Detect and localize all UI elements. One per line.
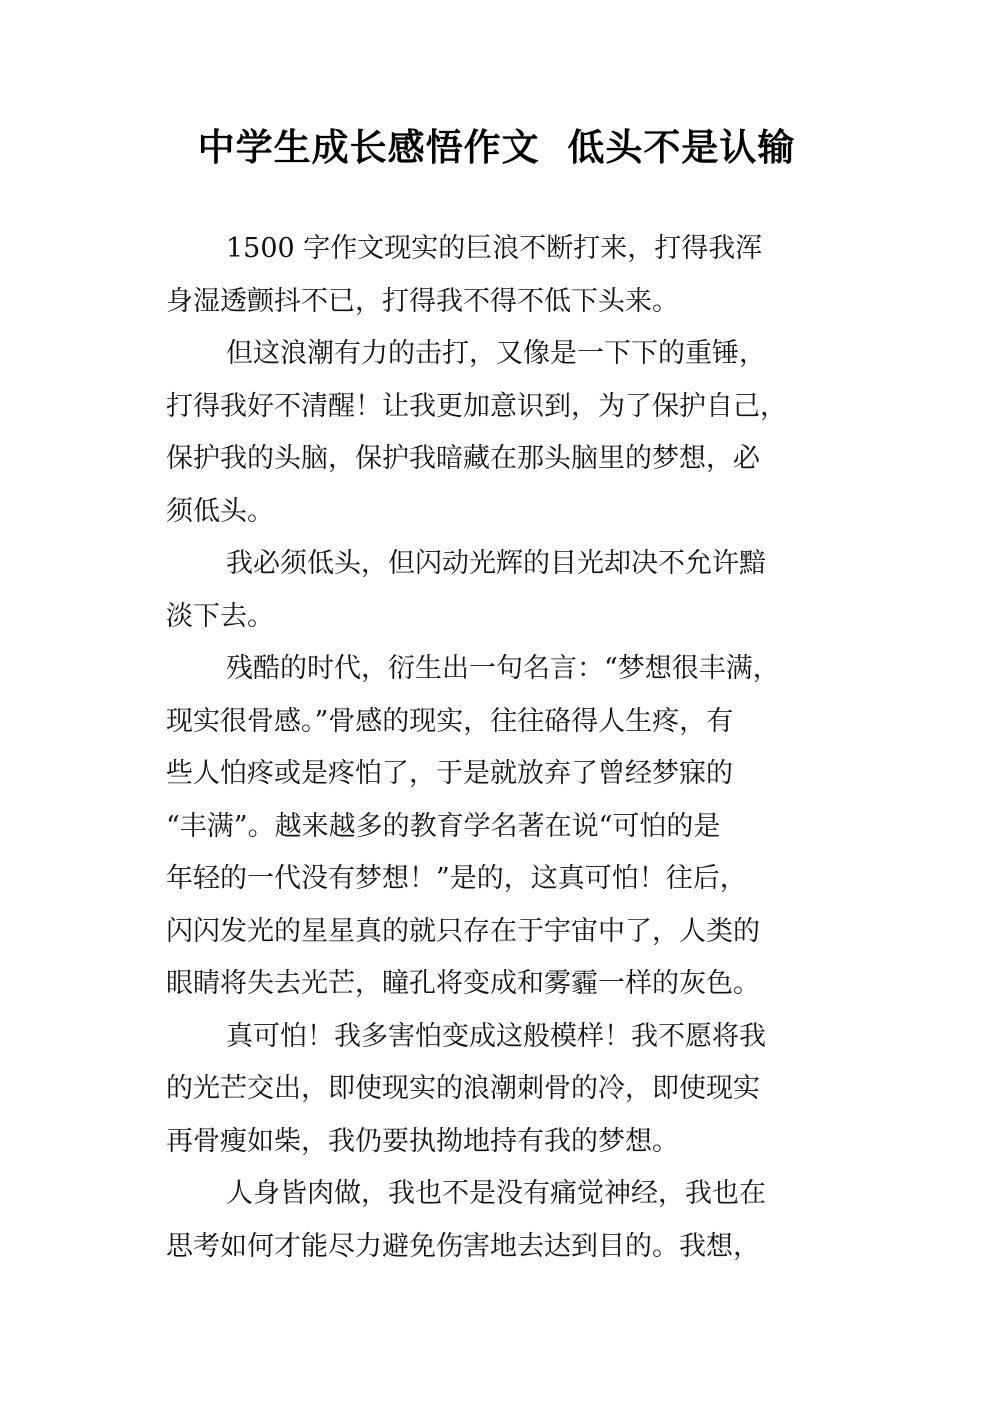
- text-line: 的光芒交出，即使现实的浪潮刺骨的冷，即使现实: [166, 1073, 760, 1104]
- text-line: 思考如何才能尽力避免伤害地去达到目的。我想，: [166, 1230, 760, 1262]
- text-line: 身湿透颤抖不已，打得我不得不低下头来。: [166, 285, 679, 317]
- text-line: 我必须低头，但闪动光辉的目光却决不允许黯: [226, 548, 766, 579]
- text-line: 残酷的时代，衍生出一句名言：“梦想很丰满，: [226, 653, 780, 684]
- text-line: 淡下去。: [166, 600, 274, 632]
- text-line: 打得我好不清醒！让我更加意识到，为了保护自己，: [166, 390, 787, 422]
- text-line: 真可怕！我多害怕变成这般模样！我不愿将我: [226, 1020, 766, 1052]
- text-line: 保护我的头脑，保护我暗藏在那头脑里的梦想，必: [166, 443, 760, 474]
- document-body: [166, 223, 846, 1273]
- text-line: 再骨瘦如柴，我仍要执拗地持有我的梦想。: [166, 1125, 679, 1157]
- text-line: 眼睛将失去光芒，瞳孔将变成和雾霾一样的灰色。: [166, 968, 760, 999]
- text-line: 闪闪发光的星星真的就只存在于宇宙中了，人类的: [166, 915, 760, 947]
- text-line: 现实很骨感。”骨感的现实，往往硌得人生疼，有: [166, 705, 734, 737]
- text-line: “丰满”。越来越多的教育学名著在说“可怕的是: [166, 810, 721, 842]
- text-line: 年轻的一代没有梦想！”是的，这真可怕！往后，: [166, 863, 747, 894]
- text-line: 人身皆肉做，我也不是没有痛觉神经，我也在: [226, 1178, 766, 1209]
- text-line: 些人怕疼或是疼怕了，于是就放弃了曾经梦寐的: [166, 758, 733, 789]
- text-line: 1500 字作文现实的巨浪不断打来，打得我浑: [226, 233, 763, 264]
- text-line: 须低头。: [166, 495, 274, 527]
- text-line: 但这浪潮有力的击打，又像是一下下的重锤，: [226, 338, 766, 369]
- document-title: 中学生成长感悟作文 低头不是认输: [197, 126, 796, 169]
